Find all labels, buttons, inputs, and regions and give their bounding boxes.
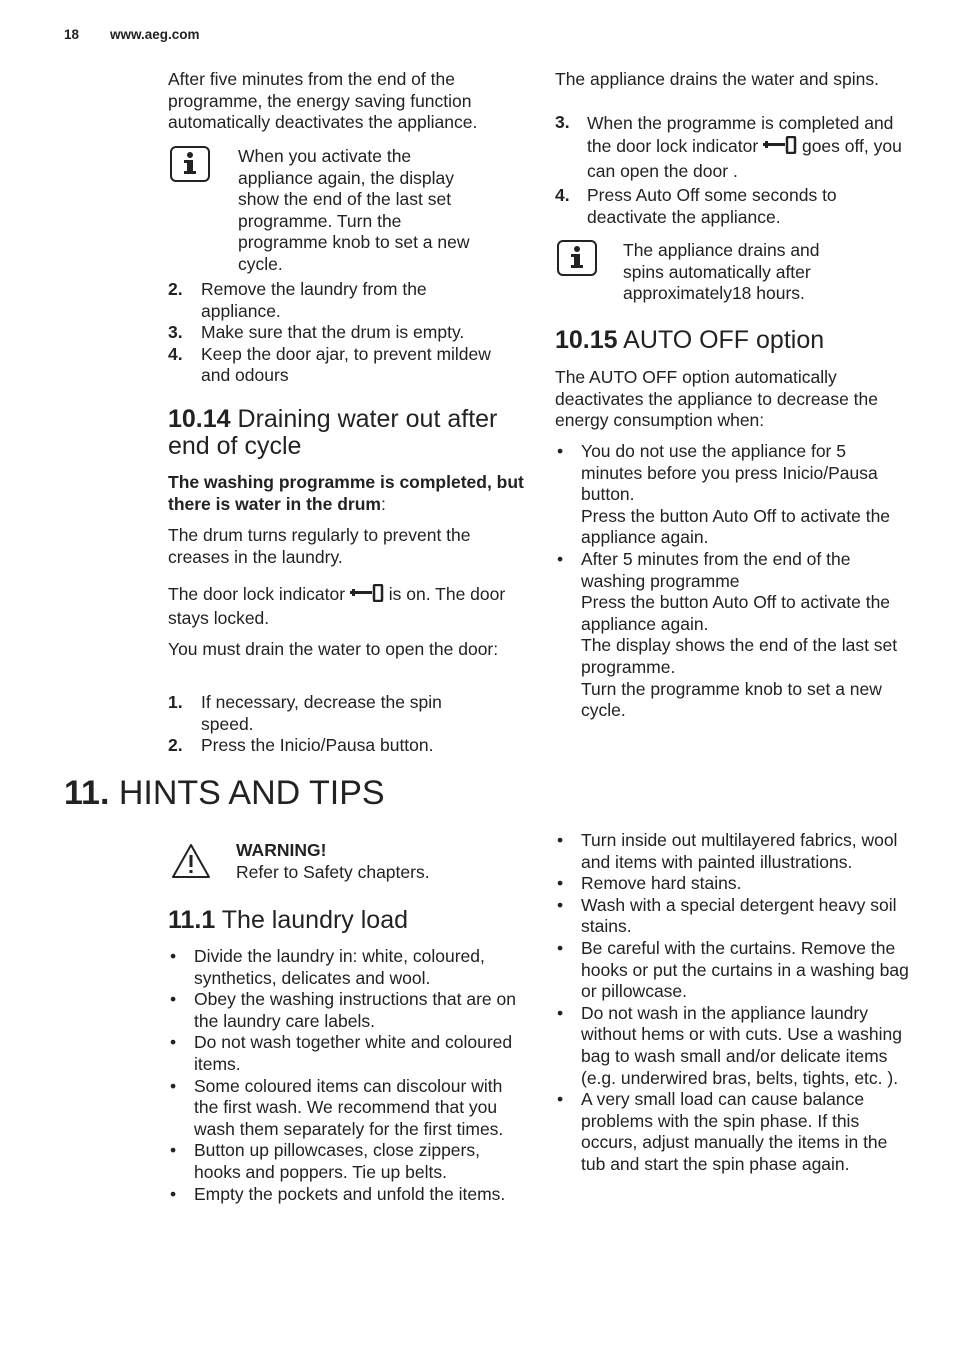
info-note-text: The appliance drains and spins automatically after approximately18 hours.: [623, 240, 820, 304]
list-item: • Divide the laundry in: white, coloured, synthetics, delicates and wool.: [170, 946, 485, 988]
bullet-line: After 5 minutes from the end of the washing programme: [581, 548, 851, 591]
bullet-line: Turn the programme knob to set a new cycle.: [581, 678, 882, 721]
list-item: • After 5 minutes from the end of the washing programme Press the button Auto Off to activate the appliance again. The display shows the end of the last set programme. Turn the programme knob to set a new cycle.: [555, 549, 910, 722]
list-item: • Obey the washing instructions that are on the laundry care labels.: [170, 989, 516, 1031]
info-icon: [170, 146, 210, 182]
bullet-line: You do not use the appliance for 5 minutes before you press Inicio/Pausa button.: [581, 441, 878, 505]
door-lock-icon: [350, 584, 384, 608]
list-item: [168, 735, 498, 757]
step-text: If necessary, decrease the spin speed.: [201, 692, 442, 734]
info-note: [170, 146, 500, 276]
step-3-text-a: When the programme is completed and the door lock indicator: [587, 113, 894, 156]
step-3-text-b: goes off, you can open the door .: [587, 136, 902, 181]
list-item: • A very small load can cause balance problems with the spin phase. If this occurs, adjust manually the items in the tub and start the spin phase again.: [557, 1089, 888, 1174]
bold-lead: [168, 472, 528, 515]
step-text: Keep the door ajar, to prevent mildew and odours: [201, 343, 491, 386]
bullet-text: Obey the washing instructions that are on the laundry care labels.: [194, 989, 516, 1031]
bullet-text: Button up pillowcases, close zippers, hooks and poppers. Tie up belts.: [194, 1140, 480, 1182]
website-link[interactable]: www.aeg.com: [110, 27, 200, 42]
bullet-text: Empty the pockets and unfold the items.: [194, 1183, 506, 1204]
laundry-load-list-left: [168, 946, 526, 1205]
section-heading-10-14: [168, 406, 528, 460]
bullet-text: Turn inside out multilayered fabrics, wool and items with painted illustrations.: [581, 830, 898, 872]
bold-lead-text: The washing programme is completed, but there is water in the drum: [168, 472, 524, 514]
bullet-text: Remove hard stains.: [581, 873, 742, 894]
list-item: [168, 279, 498, 322]
section-number: 11.1: [168, 906, 216, 934]
list-item: [168, 692, 498, 735]
step-3: [555, 112, 915, 183]
section-number: 10.14: [168, 405, 231, 433]
drain-steps-list: [168, 692, 498, 757]
section-heading-10-15: [555, 327, 915, 354]
warning-text: Refer to Safety chapters.: [236, 862, 430, 882]
list-item: • Do not wash together white and coloured items.: [170, 1032, 513, 1074]
step-number: 4.: [555, 185, 570, 205]
door-lock-text-a: The door lock indicator: [168, 584, 346, 604]
chapter-heading: [64, 774, 664, 812]
bullet-text: Do not wash together white and coloured items.: [194, 1032, 513, 1074]
auto-off-list: [555, 441, 910, 722]
list-item: • Turn inside out multilayered fabrics, wool and items with painted illustrations.: [557, 830, 898, 872]
list-item: [168, 344, 498, 387]
warning-title: WARNING!: [236, 840, 327, 860]
bullet-text: Some coloured items can discolour with the first wash. We recommend that you wash them separately for the first times.: [194, 1075, 504, 1139]
steps-list: [168, 279, 498, 387]
list-item: [168, 322, 498, 344]
step-text: Make sure that the drum is empty.: [201, 322, 465, 343]
step-number: 3.: [168, 322, 183, 343]
bullet-line: Press the button Auto Off to activate the appliance again.: [581, 505, 891, 548]
list-item: • Wash with a special detergent heavy soil stains.: [557, 894, 897, 937]
laundry-load-list-right: [555, 830, 910, 1176]
bullet-text: A very small load can cause balance problems with the spin phase. If this occurs, adjust manually the items in the tub and start the spin phase again.: [581, 1089, 888, 1174]
section-title: Draining water out after end of cycle: [168, 405, 498, 460]
page-number: 18: [64, 27, 80, 42]
list-item: • Empty the pockets and unfold the items.: [170, 1183, 506, 1204]
door-lock-paragraph: [168, 584, 513, 629]
step-number: 4.: [168, 343, 183, 364]
section-heading-11-1: [168, 907, 528, 934]
auto-off-intro: The AUTO OFF option automatically deactivates the appliance to decrease the energy consumption when:: [555, 367, 878, 431]
bullet-text: Do not wash in the appliance laundry without hems or with cuts. Use a washing bag to wash small and/or delicate items (e.g. underwired bras, belts, tights, etc. ).: [581, 1002, 902, 1088]
step-3-text: [587, 112, 912, 183]
intro-paragraph: After five minutes from the end of the programme, the energy saving function automatically deactivates the appliance.: [168, 69, 478, 133]
warning-icon: [170, 842, 212, 886]
chapter-number: 11.: [64, 774, 110, 812]
info-note-text: When you activate the appliance again, the display show the end of the last set programme. Turn the programme knob to set a new cycle.: [238, 146, 470, 274]
step-text: Press the Inicio/Pausa button.: [201, 735, 434, 756]
section-title: AUTO OFF option: [623, 326, 825, 354]
door-lock-text-b: is on. The door stays locked.: [168, 584, 506, 628]
section-number: 10.15: [555, 326, 618, 354]
bullet-text: Be careful with the curtains. Remove the hooks or put the curtains in a washing bag or pillowcase.: [581, 937, 909, 1002]
bullet-line: The display shows the end of the last set programme.: [581, 635, 898, 677]
step-4-text: Press Auto Off some seconds to deactivate the appliance.: [587, 185, 837, 227]
bullet-text: Wash with a special detergent heavy soil stains.: [581, 894, 897, 937]
info-note: [557, 240, 887, 310]
chapter-title: HINTS AND TIPS: [118, 774, 385, 812]
step-number: 2.: [168, 279, 183, 299]
step-number: 3.: [555, 112, 570, 132]
step-text: Remove the laundry from the appliance.: [201, 279, 427, 321]
colon: :: [380, 493, 386, 514]
drum-paragraph: The drum turns regularly to prevent the creases in the laundry.: [168, 525, 471, 567]
info-icon: [557, 240, 597, 276]
warning-note: [168, 840, 508, 890]
bullet-text: Divide the laundry in: white, coloured, synthetics, delicates and wool.: [194, 946, 485, 988]
drain-spin-paragraph: The appliance drains the water and spins.: [555, 69, 879, 89]
list-item: • Remove hard stains.: [557, 873, 742, 894]
section-title: The laundry load: [221, 906, 409, 934]
drain-paragraph: You must drain the water to open the door:: [168, 639, 499, 659]
list-item: • Be careful with the curtains. Remove the hooks or put the curtains in a washing bag or pillowcase.: [557, 937, 909, 1002]
list-item: • Do not wash in the appliance laundry without hems or with cuts. Use a washing bag to wash small and/or delicate items (e.g. underwired bras, belts, tights, etc. ).: [557, 1002, 902, 1088]
step-4: [555, 185, 915, 228]
bullet-line: Press the button Auto Off to activate the appliance again.: [581, 592, 891, 634]
list-item: • Some coloured items can discolour with the first wash. We recommend that you wash them separately for the first times.: [170, 1075, 504, 1139]
list-item: • Button up pillowcases, close zippers, hooks and poppers. Tie up belts.: [170, 1140, 480, 1182]
step-number: 2.: [168, 735, 183, 756]
step-number: 1.: [168, 692, 183, 712]
list-item: • You do not use the appliance for 5 minutes before you press Inicio/Pausa button. Press the button Auto Off to activate the appliance again.: [555, 441, 910, 549]
door-lock-icon: [763, 136, 797, 160]
